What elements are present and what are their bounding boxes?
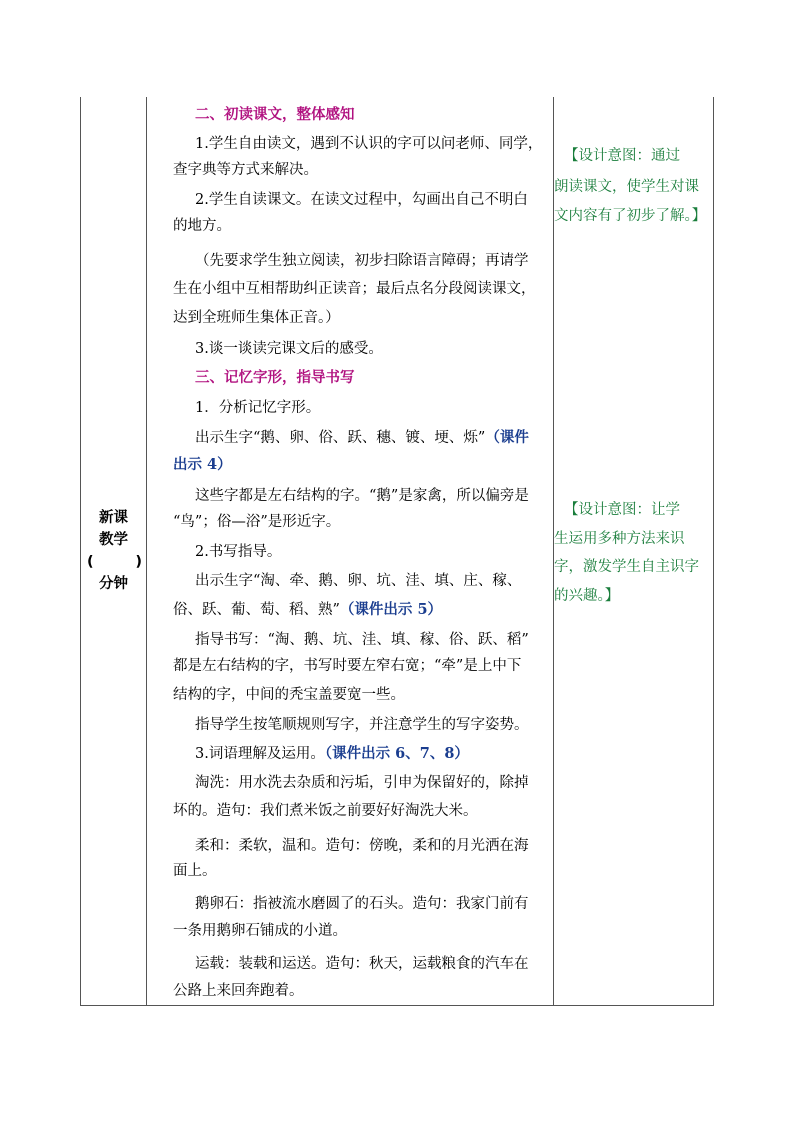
para-10b: 都是左右结构的字，书写时要左窄右宽；“牵”是上中下	[173, 658, 522, 674]
courseware-ref-678: （课件出示 6、7、8）	[324, 745, 469, 762]
para-6a-text: 出示生字“鹅、卵、俗、跃、穗、镀、埂、烁”	[195, 430, 486, 446]
para-6a	[195, 427, 529, 449]
note-1c: 文内容有了初步了解。】	[554, 208, 707, 224]
courseware-ref-5: （课件出示 5）	[339, 601, 443, 618]
para-9b-text: 俗、跃、葡、萄、稻、熟”	[173, 602, 340, 618]
paren-close: )	[135, 554, 142, 570]
para-14b: 面上。	[173, 863, 217, 879]
para-14a: 柔和：柔软，温和。造句：傍晚，柔和的月光洒在海	[195, 838, 529, 854]
heading-2: 二、初读课文，整体感知	[195, 107, 355, 123]
section-label-line1: 新课	[99, 510, 128, 526]
para-7a: 这些字都是左右结构的字。“鹅”是家禽，所以偏旁是	[195, 488, 529, 504]
column-divider-1	[146, 97, 147, 1005]
note-2c: 字，激发学生自主识字	[554, 559, 699, 575]
section-label-paren	[81, 551, 146, 573]
para-1a: 1.学生自由读文，遇到不认识的字可以问老师、同学，	[195, 136, 543, 152]
para-12	[195, 743, 469, 765]
courseware-ref-4b: 出示 4）	[173, 456, 232, 473]
column-divider-2	[553, 97, 554, 1005]
para-5: 1．分析记忆字形。	[195, 400, 321, 416]
para-10a: 指导书写：“淘、鹅、坑、洼、填、稼、俗、跃、稻”	[195, 632, 529, 648]
para-9b	[173, 599, 442, 621]
para-3b: 生在小组中互相帮助纠正读音；最后点名分段阅读课文，	[173, 281, 536, 297]
section-label-line4: 分钟	[99, 576, 128, 592]
note-2b: 生运用多种方法来识	[554, 531, 685, 547]
section-label	[81, 507, 146, 595]
para-4: 3.谈一谈读完课文后的感受。	[195, 341, 383, 357]
para-3a: （先要求学生独立阅读，初步扫除语言障碍；再请学	[195, 253, 529, 269]
lesson-table	[80, 97, 714, 1006]
note-1a: 【设计意图：通过	[564, 148, 680, 164]
para-16b: 公路上来回奔跑着。	[173, 983, 304, 999]
note-2d: 的兴趣。】	[554, 588, 620, 604]
para-13a: 淘洗：用水洗去杂质和污垢，引申为保留好的，除掉	[195, 775, 529, 791]
para-8: 2.书写指导。	[195, 544, 282, 560]
para-1b: 查字典等方式来解决。	[173, 162, 318, 178]
note-2a: 【设计意图：让学	[564, 502, 680, 518]
para-2a: 2.学生自读课文。在读文过程中，勾画出自己不明白	[195, 192, 528, 208]
para-15a: 鹅卵石：指被流水磨圆了的石头。造句：我家门前有	[195, 896, 529, 912]
para-13b: 坏的。造句：我们煮米饭之前要好好淘洗大米。	[173, 803, 478, 819]
para-11: 指导学生按笔顺规则写字，并注意学生的写字姿势。	[195, 717, 529, 733]
para-2b: 的地方。	[173, 218, 231, 234]
para-3c: 达到全班师生集体正音。）	[173, 310, 340, 326]
para-9a: 出示生字“淘、牵、鹅、卵、坑、洼、填、庄、稼、	[195, 573, 522, 589]
para-15b: 一条用鹅卵石铺成的小道。	[173, 923, 347, 939]
para-10c: 结构的字，中间的秃宝盖要宽一些。	[173, 687, 405, 703]
note-1b: 朗读课文，使学生对课	[554, 179, 699, 195]
section-label-line2: 教学	[99, 532, 128, 548]
para-16a: 运载：装载和运送。造句：秋天，运载粮食的汽车在	[195, 956, 529, 972]
paren-open: (	[87, 554, 94, 570]
heading-3: 三、记忆字形，指导书写	[195, 370, 355, 386]
para-7b: “鸟”；俗—浴”是形近字。	[173, 514, 341, 530]
para-12-text: 3.词语理解及运用。	[195, 746, 325, 762]
courseware-ref-4a: （课件	[485, 429, 529, 446]
